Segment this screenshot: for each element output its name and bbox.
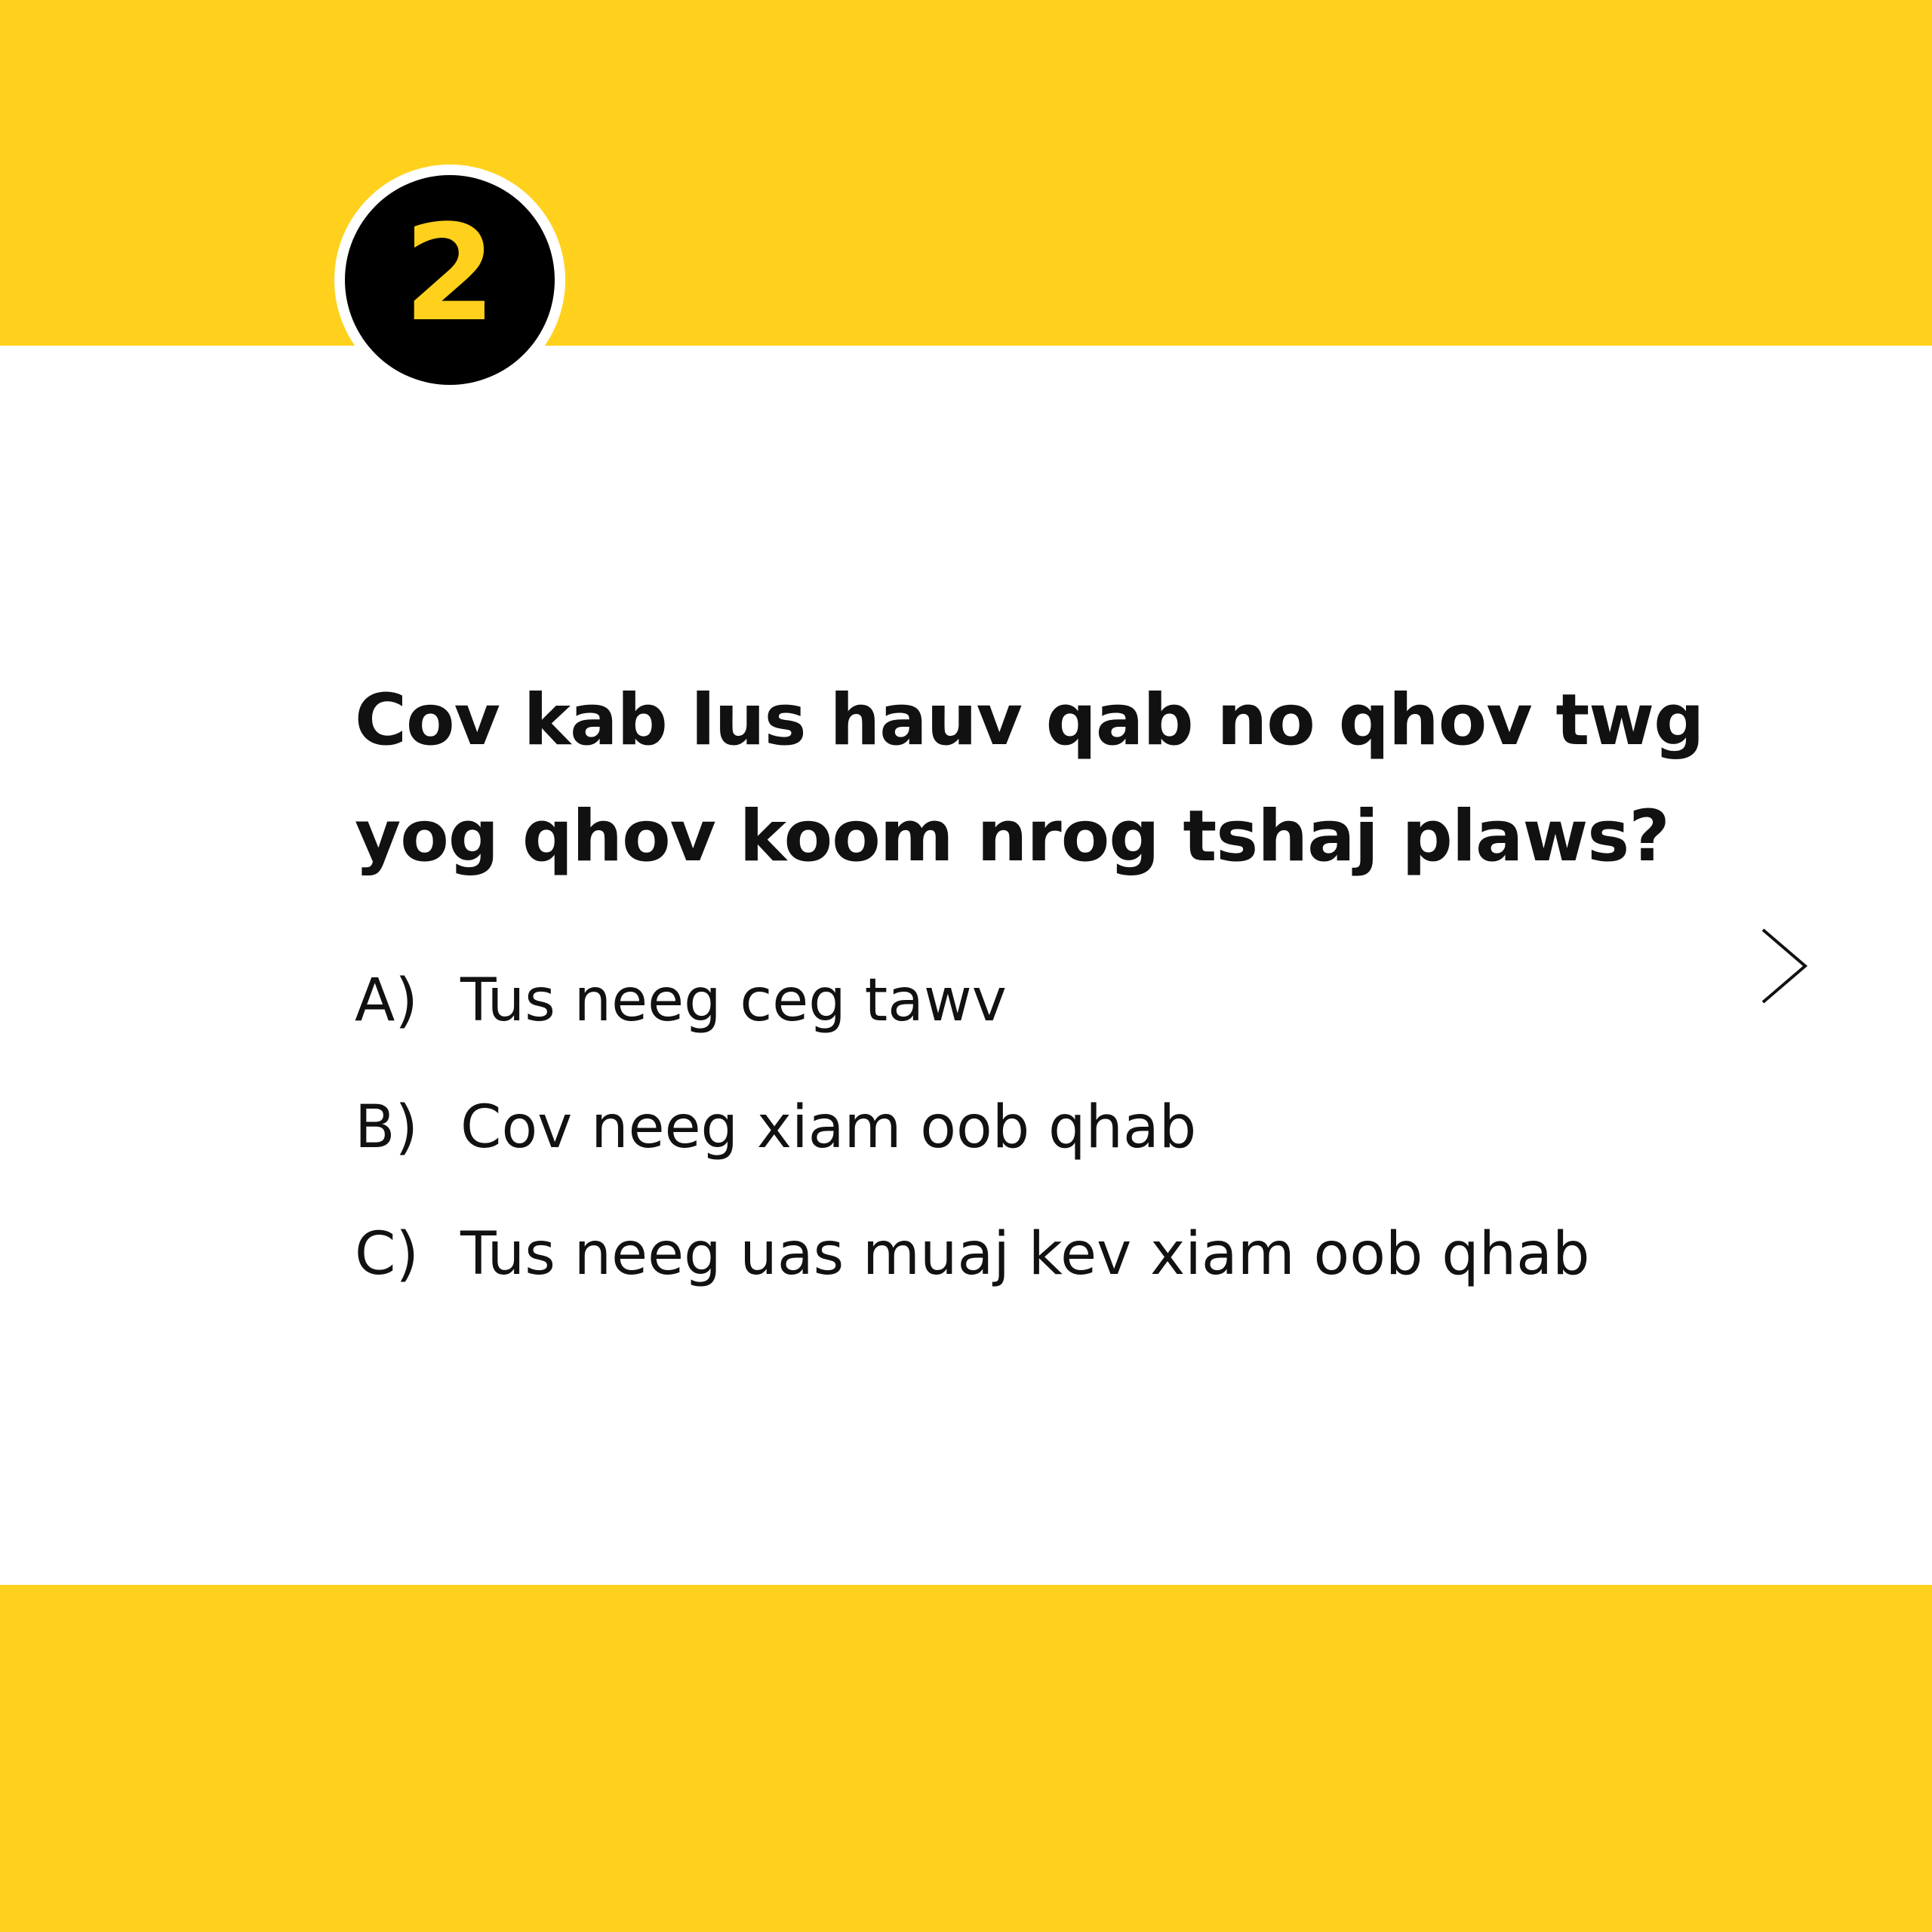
chevron-right-icon[interactable]	[1758, 927, 1811, 1005]
question-line: Cov kab lus hauv qab no qhov twg	[355, 679, 1704, 761]
question-text	[355, 663, 1704, 895]
option-text: Cov neeg xiam oob qhab	[460, 1094, 1197, 1161]
question-line: yog qhov koom nrog tshaj plaws?	[355, 795, 1669, 878]
option-letter: C)	[355, 1220, 419, 1288]
answer-options	[355, 937, 1589, 1318]
top-yellow-band	[0, 0, 1932, 351]
option-letter: A)	[355, 967, 418, 1035]
question-number: 2	[403, 196, 497, 351]
answer-option-b[interactable]	[355, 1064, 1589, 1191]
question-number-badge	[345, 175, 555, 385]
answer-option-a[interactable]	[355, 937, 1589, 1064]
bottom-yellow-band	[0, 1585, 1932, 1932]
option-letter: B)	[355, 1094, 418, 1161]
option-text: Tus neeg ceg tawv	[460, 967, 1007, 1035]
answer-option-c[interactable]	[355, 1191, 1589, 1318]
option-text: Tus neeg uas muaj kev xiam oob qhab	[460, 1220, 1590, 1288]
